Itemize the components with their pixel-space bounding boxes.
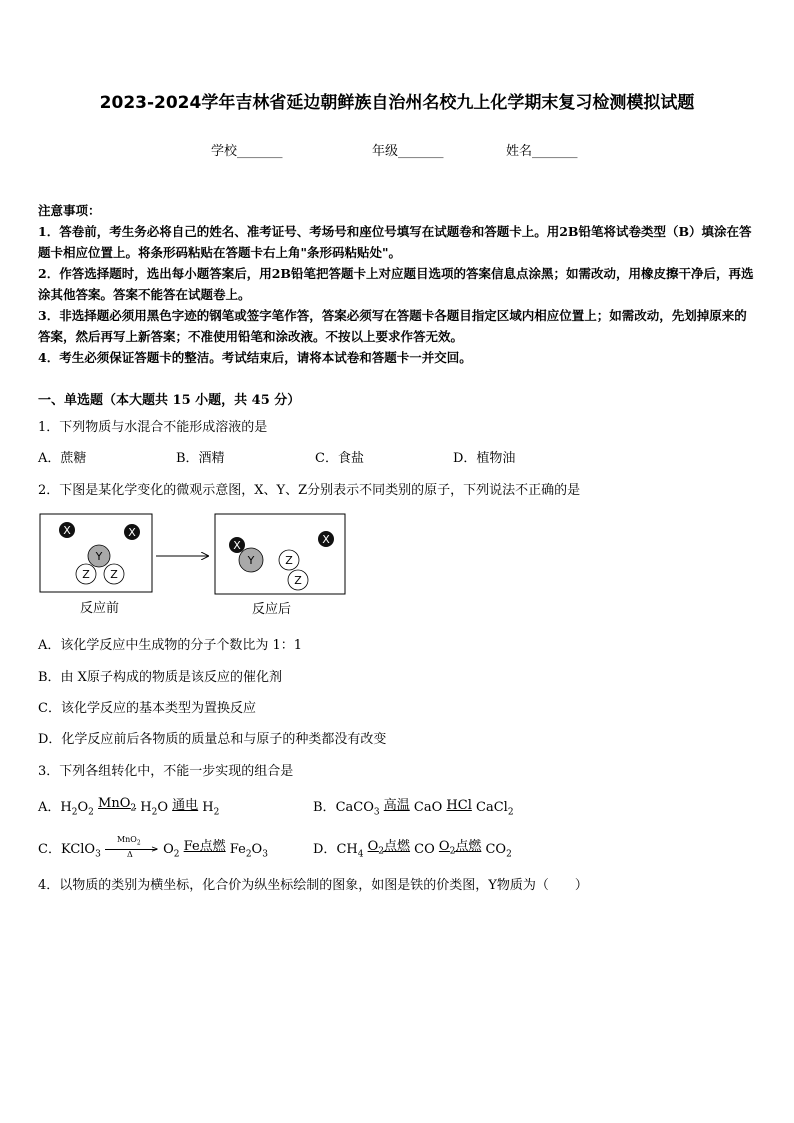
q4-stem: 4．以物质的类别为横坐标，化合价为纵坐标绘制的图象，如图是铁的价类图，Y物质为（ ） [38, 878, 588, 893]
condition: 通电 [172, 798, 199, 813]
atom-y-icon [88, 545, 110, 567]
condition: $O_2$点燃 [367, 839, 411, 857]
label-after: 反应后 [252, 602, 292, 617]
atom-z-icon [76, 564, 96, 584]
q1-stem: 1．下列物质与水混合不能形成溶液的是 [38, 420, 268, 435]
notes-block [38, 200, 758, 368]
atom-x-icon [124, 524, 140, 540]
atom-x-icon [318, 531, 334, 547]
condition: Fe点燃 [183, 839, 226, 854]
note-item: 1．答卷前，考生务必将自己的姓名、准考证号、考场号和座位号填写在试题卷和答题卡上。用2B铅笔将试卷类型（B）填涂在答题卡相应位置上。将条形码粘贴在答题卡右上角"条形码粘贴处"。 [38, 224, 752, 260]
svg-text:X: X [233, 539, 241, 552]
grade-field: 年级_______ [372, 144, 444, 159]
section-heading: 一、单选题（本大题共 15 小题，共 45 分） [38, 393, 301, 408]
svg-text:Z: Z [294, 574, 302, 587]
atom-z-icon [288, 570, 308, 590]
svg-text:X: X [63, 524, 71, 537]
note-item: 3．非选择题必须用黑色字迹的钢笔或签字笔作答，答案必须写在答题卡各题目指定区域内相应位置上；如需改动，先划掉原来的答案，然后再写上新答案；不准使用铅笔和涂改液。不按以上要求作答无效。 [38, 308, 747, 344]
q3-option-a: A．$H_2O_2$ MnO$_2$ $H_2O$ 通电 $H_2$ [38, 796, 220, 818]
q1-option-a: A．蔗糖 [38, 451, 87, 466]
q1-option-b: B．酒精 [176, 451, 225, 466]
atom-z-icon [104, 564, 124, 584]
q3-option-b: B．CaCO$_3$ 高温 CaO HCl CaCl$_2$ [313, 796, 514, 818]
svg-text:Z: Z [82, 568, 90, 581]
q3-option-c: C．KClO$_3$ MnO$_2$ > Δ $O_2$ Fe点燃 $Fe_2O_3$ [38, 834, 268, 860]
atom-z-icon [279, 550, 299, 570]
q1-option-d: D．植物油 [453, 451, 516, 466]
atom-y-icon [239, 548, 263, 572]
svg-text:X: X [128, 526, 136, 539]
notes-heading: 注意事项： [38, 203, 101, 218]
q2-option-c: C．该化学反应的基本类型为置换反应 [38, 701, 256, 716]
condition: MnO$_2$ [98, 796, 137, 814]
condition: 高温 [383, 798, 410, 813]
arrow-condition: MnO$_2$ > Δ [105, 841, 159, 859]
q3-stem: 3．下列各组转化中，不能一步实现的组合是 [38, 764, 294, 779]
svg-text:Z: Z [110, 568, 118, 581]
svg-text:Z: Z [285, 554, 293, 567]
q3-option-d: D．$CH_4$ $O_2$点燃 CO $O_2$点燃 $CO_2$ [313, 838, 512, 860]
atom-x-icon [59, 522, 75, 538]
atom-x-icon [229, 537, 245, 553]
svg-text:X: X [322, 533, 330, 546]
label-before: 反应前 [80, 601, 120, 616]
svg-text:Y: Y [247, 554, 255, 567]
note-item: 4．考生必须保证答题卡的整洁。考试结束后，请将本试卷和答题卡一并交回。 [38, 350, 472, 365]
note-item: 2．作答选择题时，选出每小题答案后，用2B铅笔把答题卡上对应题目选项的答案信息点涂黑；如需改动，用橡皮擦干净后，再选涂其他答案。答案不能答在试题卷上。 [38, 266, 754, 302]
name-field: 姓名_______ [506, 144, 578, 159]
condition: $O_2$点燃 [438, 839, 482, 857]
condition: HCl [446, 798, 472, 813]
q2-option-d: D．化学反应前后各物质的质量总和与原子的种类都没有改变 [38, 732, 387, 747]
school-field: 学校_______ [211, 144, 283, 159]
q2-option-b: B．由 X原子构成的物质是该反应的催化剂 [38, 670, 282, 685]
after-box [215, 514, 345, 594]
page-title: 2023-2024学年吉林省延边朝鲜族自治州名校九上化学期末复习检测模拟试题 [99, 93, 695, 113]
q2-stem: 2．下图是某化学变化的微观示意图，X、Y、Z分别表示不同类别的原子，下列说法不正确的是 [38, 483, 581, 498]
svg-text:Y: Y [95, 550, 103, 563]
q1-option-c: C．食盐 [315, 451, 364, 466]
q2-option-a: A．该化学反应中生成物的分子个数比为 1：1 [38, 638, 303, 653]
